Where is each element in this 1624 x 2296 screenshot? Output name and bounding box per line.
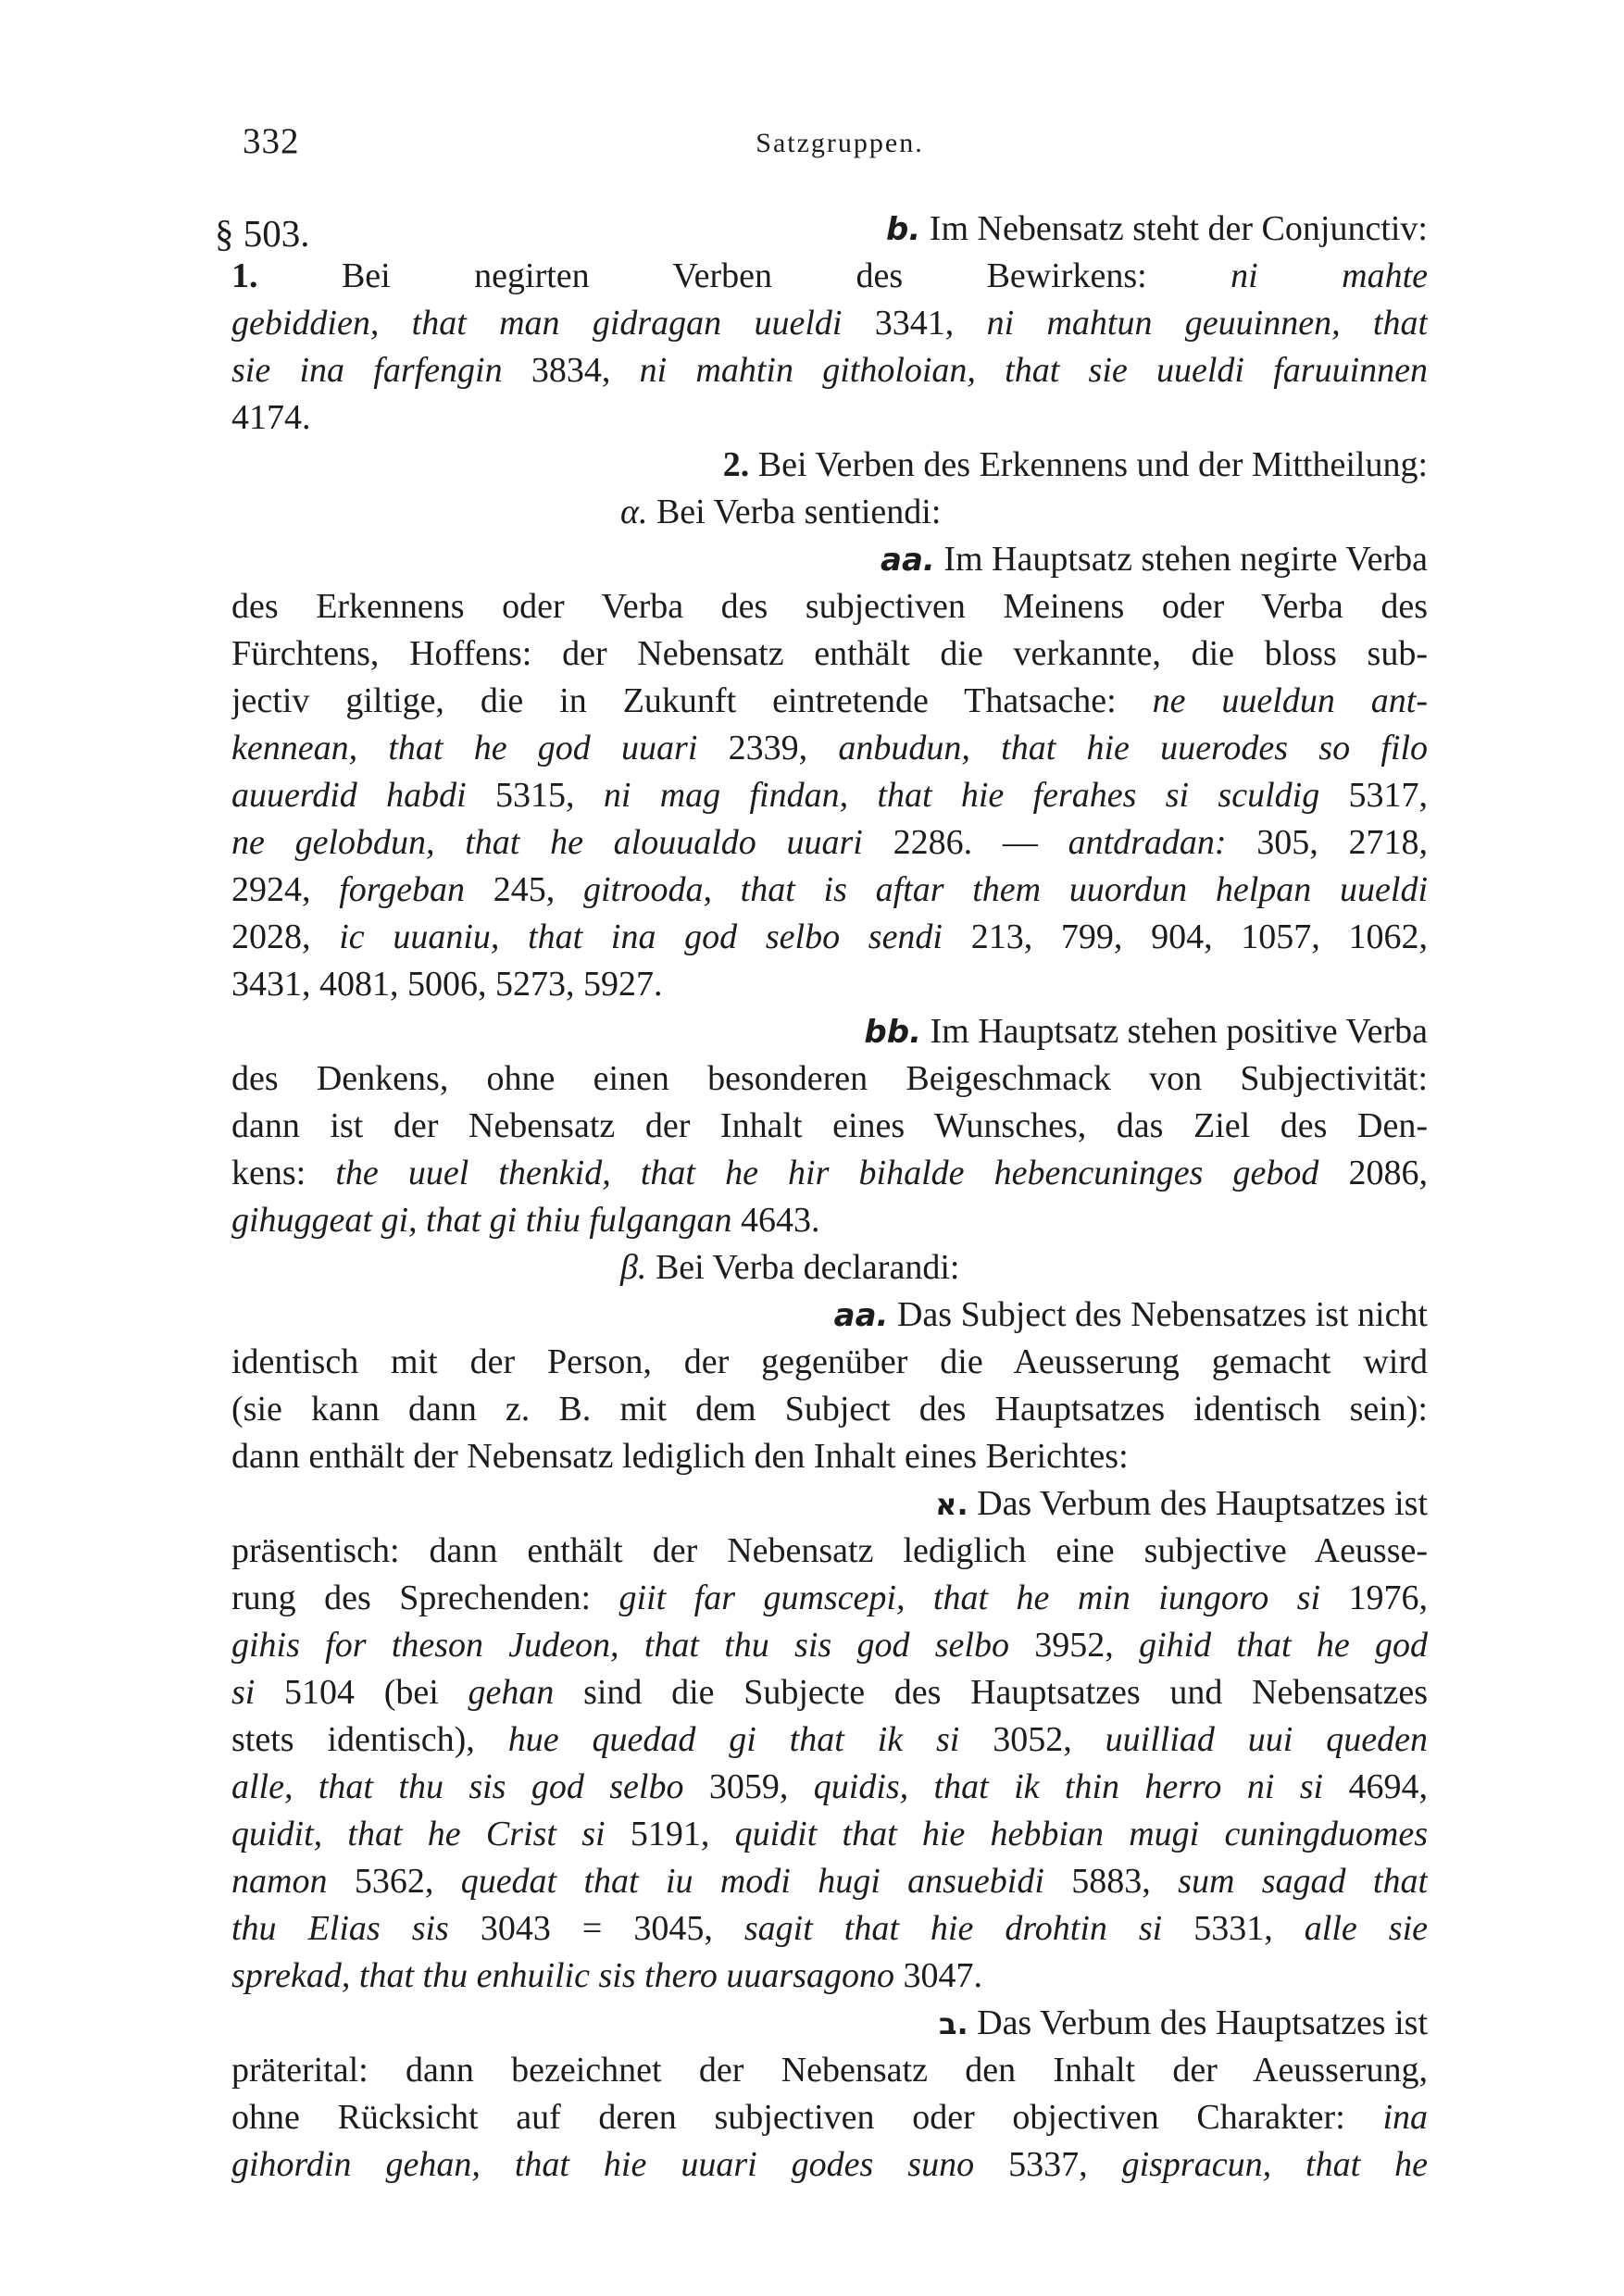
text-run: 5317, <box>1319 776 1428 815</box>
text-run: des Erkennens oder Verba des subjectiven Meinens oder Verba des <box>231 587 1428 626</box>
text-run: sagit that hie drohtin si <box>743 1909 1163 1948</box>
text-run: quidit, that he Crist si <box>231 1815 606 1853</box>
text-run: Bei Verba sentiendi: <box>647 493 942 531</box>
text-run: ina <box>1382 2098 1428 2137</box>
text-run: ic uuaniu, that ina god selbo sendi <box>339 917 943 956</box>
text-line <box>231 2000 1428 2047</box>
text-run: gispracun, that he <box>1121 2145 1428 2184</box>
text-run: 2339, <box>697 729 839 767</box>
text-run: identisch mit der Person, der gegenüber die Aeusserung gemacht wird <box>231 1342 1428 1381</box>
text-run: alle, that thu sis god selbo <box>231 1767 684 1806</box>
text-run: 245, <box>465 870 583 909</box>
text-run: 3834, <box>502 351 640 390</box>
text-line <box>231 1716 1428 1764</box>
text-run: 213, 799, 904, 1057, 1062, <box>943 917 1428 956</box>
text-line <box>231 1480 1428 1528</box>
text-run: 4643. <box>731 1201 820 1240</box>
text-line <box>231 1008 1428 1055</box>
text-line <box>231 1811 1428 1858</box>
text-run: aa. <box>881 542 935 579</box>
text-run: auuerdid habdi <box>231 776 467 815</box>
text-run: Im Hauptsatz stehen positive Verba <box>921 1012 1428 1051</box>
text-line <box>231 1386 1428 1433</box>
text-line <box>231 1764 1428 1811</box>
text-line <box>231 1858 1428 1905</box>
text-run: א. <box>935 1487 968 1522</box>
text-run: ni mahtun geuuinnen, that <box>986 304 1428 343</box>
text-run: kens: <box>231 1154 336 1192</box>
text-run: quidis, that ik thin herro ni si <box>813 1767 1324 1806</box>
text-line <box>231 1103 1428 1150</box>
text-run: 2086, <box>1318 1154 1428 1192</box>
text-run: alle sie <box>1304 1909 1428 1948</box>
text-line <box>231 1339 1428 1386</box>
text-run: thu Elias sis <box>231 1909 449 1948</box>
text-run: anbudun, that hie uuerodes so filo <box>838 729 1428 767</box>
text-run: β. <box>620 1248 647 1287</box>
text-run: antdradan: <box>1068 823 1227 862</box>
text-run: 5331, <box>1162 1909 1305 1948</box>
text-run: gihuggeat gi, that gi thiu fulgangan <box>231 1201 732 1240</box>
text-line <box>231 1055 1428 1103</box>
text-run: sind die Subjecte des Hauptsatzes und Nebensatzes <box>554 1673 1428 1712</box>
text-line <box>231 394 1428 442</box>
text-run: 2. <box>722 445 750 484</box>
text-line <box>231 2094 1428 2141</box>
text-run: 5191, <box>605 1815 735 1853</box>
text-run: ohne Rücksicht auf deren subjectiven oder objectiven Charakter: <box>231 2098 1383 2137</box>
text-run: 3059, <box>683 1767 814 1806</box>
text-line <box>231 2047 1428 2094</box>
text-run: Das Verbum des Hauptsatzes ist <box>968 2003 1428 2042</box>
text-line <box>231 1622 1428 1669</box>
text-run: Bei Verba declarandi: <box>646 1248 960 1287</box>
text-run: Im Hauptsatz stehen negirte Verba <box>934 540 1428 579</box>
text-run: stets identisch), <box>231 1720 508 1759</box>
text-run: 2028, <box>231 917 340 956</box>
text-line <box>231 1905 1428 1953</box>
text-run: forgeban <box>339 870 466 909</box>
section-number: § 503. <box>215 212 310 255</box>
text-line <box>231 536 1428 583</box>
text-run: gihordin gehan, that hie uuari godes suno <box>231 2145 975 2184</box>
text-run: kennean, that he god uuari <box>231 729 698 767</box>
text-run: ni mahte <box>1230 256 1428 295</box>
text-line <box>231 2141 1428 2189</box>
text-run: Fürchtens, Hoffens: der Nebensatz enthält die verkannte, die bloss sub- <box>231 634 1428 673</box>
text-run: präterital: dann bezeichnet der Nebensatz den Inhalt der Aeusserung, <box>231 2051 1428 2090</box>
text-line <box>231 1575 1428 1622</box>
text-line <box>231 630 1428 678</box>
text-run: gihis for theson Judeon, that thu sis god selbo <box>231 1626 1009 1665</box>
text-line <box>231 725 1428 772</box>
text-run: b. <box>886 211 921 248</box>
text-run: (sie kann dann z. B. mit dem Subject des Hauptsatzes identisch sein): <box>231 1390 1428 1429</box>
text-run: 5104 (bei <box>255 1673 468 1712</box>
text-run: ne uueldun ant- <box>1152 681 1428 720</box>
text-line <box>231 772 1428 819</box>
text-run: präsentisch: dann enthält der Nebensatz lediglich eine subjective Aeusse- <box>231 1531 1428 1570</box>
text-run: 2286. — <box>862 823 1068 862</box>
text-run: bb. <box>864 1014 921 1051</box>
text-line <box>231 914 1428 961</box>
text-run: giit far gumscepi, that he min iungoro si <box>618 1578 1321 1617</box>
text-run: 3043 = 3045, <box>448 1909 744 1948</box>
text-run: Das Subject des Nebensatzes ist nicht <box>888 1295 1428 1334</box>
text-run: 3341, <box>842 304 987 343</box>
running-head <box>0 0 1624 185</box>
text-run: Im Nebensatz steht der Conjunctiv: <box>920 209 1428 248</box>
text-line <box>231 1197 1428 1244</box>
text-run: gihid that he god <box>1139 1626 1428 1665</box>
text-line <box>231 300 1428 347</box>
text-run: hue quedad gi that ik si <box>507 1720 960 1759</box>
text-run: namon <box>231 1862 328 1901</box>
text-line <box>231 1669 1428 1716</box>
text-run: jectiv giltige, die in Zukunft eintretende Thatsache: <box>231 681 1153 720</box>
text-run: 2924, <box>231 870 340 909</box>
text-run: 5362, <box>327 1862 461 1901</box>
text-run: gitrooda, that is aftar them uuordun helpan uueldi <box>582 870 1428 909</box>
text-run: ב. <box>938 2006 968 2041</box>
text-line <box>231 206 1428 253</box>
text-line <box>231 442 1428 489</box>
text-run: the uuel thenkid, that he hir bihalde hebencuninges gebod <box>335 1154 1319 1192</box>
text-line <box>231 347 1428 394</box>
text-line <box>231 253 1428 300</box>
text-line <box>231 583 1428 630</box>
text-run: ni mag findan, that hie ferahes si sculdig <box>603 776 1320 815</box>
text-run: Das Verbum des Hauptsatzes ist <box>968 1484 1428 1523</box>
text-run: 4174. <box>231 398 311 437</box>
text-line <box>231 867 1428 914</box>
text-run: quedat that iu modi hugi ansuebidi <box>460 1862 1044 1901</box>
text-line <box>231 819 1428 867</box>
text-line <box>231 1953 1428 2000</box>
text-run: sprekad, that thu enhuilic sis thero uuarsagono <box>231 1956 894 1995</box>
text-run: ni mahtin githoloian, that sie uueldi faruuinnen <box>639 351 1428 390</box>
text-run: 3047. <box>894 1956 982 1995</box>
text-run: si <box>231 1673 256 1712</box>
text-run: dann ist der Nebensatz der Inhalt eines Wunsches, das Ziel des Den- <box>231 1106 1428 1145</box>
text-run: des Denkens, ohne einen besonderen Beigeschmack von Subjectivität: <box>231 1059 1428 1098</box>
text-run: uuilliad uui queden <box>1105 1720 1428 1759</box>
text-line <box>231 1292 1428 1339</box>
text-run: α. <box>620 493 648 531</box>
text-run: quidit that hie hebbian mugi cuningduomes <box>734 1815 1428 1853</box>
text-run: 5315, <box>466 776 604 815</box>
text-line <box>231 961 1428 1008</box>
text-run: 1976, <box>1320 1578 1428 1617</box>
text-line <box>231 1150 1428 1197</box>
text-line <box>231 489 1428 536</box>
text-run: 3431, 4081, 5006, 5273, 5927. <box>231 965 663 1004</box>
text-run: aa. <box>833 1297 889 1334</box>
text-run: 5883, <box>1043 1862 1179 1901</box>
page-number: 332 <box>243 121 300 161</box>
text-run: sie ina farfengin <box>231 351 503 390</box>
text-run: gehan <box>468 1673 555 1712</box>
text-run: rung des Sprechenden: <box>231 1578 619 1617</box>
text-line <box>231 1528 1428 1575</box>
text-line <box>231 678 1428 725</box>
text-run: gebiddien, that man gidragan uueldi <box>231 304 843 343</box>
text-run: sum sagad that <box>1178 1862 1428 1901</box>
text-run: 305, 2718, <box>1226 823 1428 862</box>
text-run: Bei Verben des Erkennens und der Mittheilung: <box>749 445 1428 484</box>
running-title: Satzgruppen. <box>756 128 924 158</box>
text-run: dann enthält der Nebensatz lediglich den Inhalt eines Berichtes: <box>231 1437 1129 1476</box>
text-run: 1. <box>231 256 258 295</box>
text-run: 3952, <box>1008 1626 1140 1665</box>
text-run: 5337, <box>974 2145 1122 2184</box>
text-line <box>231 1244 1428 1292</box>
text-run: 4694, <box>1323 1767 1428 1806</box>
body-text <box>231 206 1428 2189</box>
text-run: 3052, <box>959 1720 1106 1759</box>
text-line <box>231 1433 1428 1480</box>
text-run: Bei negirten Verben des Bewirkens: <box>257 256 1231 295</box>
text-run: ne gelobdun, that he alouualdo uuari <box>231 823 863 862</box>
